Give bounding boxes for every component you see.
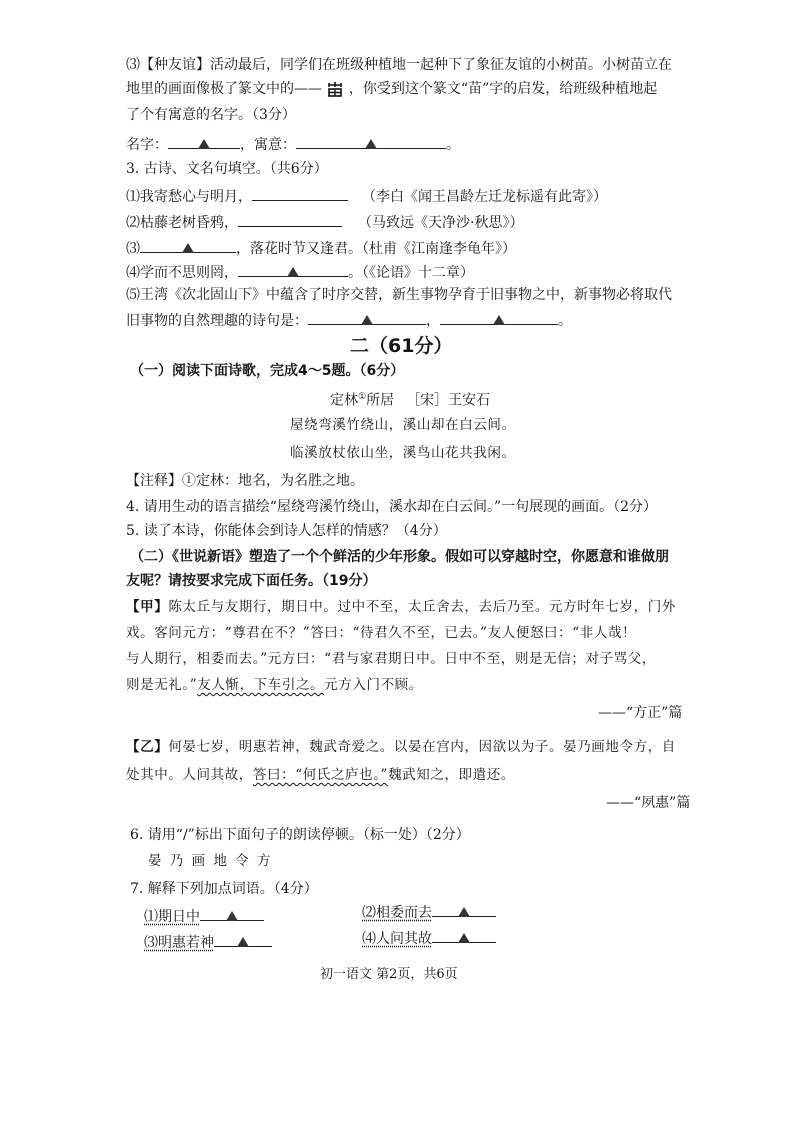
q7-item4-blank[interactable] — [432, 928, 496, 943]
triangle-marker-icon — [458, 933, 470, 943]
q7-item1-blank[interactable] — [200, 906, 264, 921]
triangle-marker-icon — [458, 907, 470, 917]
q3-title: 3. 古诗、文名句填空。（共6分） — [126, 161, 328, 177]
question-7-item2: ⑵相委而去 — [362, 902, 496, 922]
triangle-marker-icon — [365, 139, 377, 149]
q3-sub3-line1: ⑶【种友谊】活动最后，同学们在班级种植地一起种下了象征友谊的小树苗。小树苗立在 — [126, 57, 672, 73]
question-7-item4: ⑷人问其故 — [362, 928, 496, 948]
question-7: 7. 解释下列加点词语。（4分） — [130, 881, 318, 897]
q3-item4-blank[interactable] — [238, 262, 348, 277]
poem-note: 【注释】①定林：地名，为名胜之地。 — [126, 473, 364, 489]
triangle-marker-icon — [198, 139, 210, 149]
passage-jia-line1: 【甲】陈太丘与友期行，期日中。过中不至，太丘舍去，去后乃至。元方时年七岁，门外 — [126, 599, 676, 615]
triangle-marker-icon — [182, 243, 194, 253]
q3-item1-blank[interactable] — [252, 186, 348, 201]
q3-sub3-line3: 了个有寓意的名字。（3分） — [126, 107, 296, 123]
q3-item5-line1: ⑸王湾《次北固山下》中蕴含了时序交替，新生事物孕育于旧事物之中，新事物必将取代 — [126, 287, 672, 303]
q3-item5-blank-a[interactable] — [308, 310, 426, 325]
meaning-answer-blank[interactable] — [296, 134, 446, 149]
question-7-item3: ⑶明惠若神 — [144, 932, 272, 952]
q3-item2: ⑵枯藤老树昏鸦， （马致远《天净沙·秋思》） — [126, 212, 523, 232]
section-2-title: 二（61分） — [350, 335, 453, 357]
part1-heading: （一）阅读下面诗歌，完成4～5题。（6分） — [130, 363, 405, 379]
poem-verse-2: 临溪放杖依山坐，溪鸟山花共我闲。 — [290, 445, 516, 461]
seal-script-miao-icon — [326, 80, 344, 98]
question-7-item1: ⑴期日中 — [144, 906, 264, 926]
underlined-sentence: 友人惭，下车引之。 — [197, 677, 325, 693]
passage-jia-line2: 戏。客问元方：“尊君在不？”答曰：“待君久不至，已去。”友人便怒曰：“非人哉！ — [126, 625, 637, 641]
passage-yi-line1: 【乙】何晏七岁，明惠若神，魏武奇爱之。以晏在宫内，因欲以为子。晏乃画地令方，自 — [126, 739, 676, 755]
q7-item3-blank[interactable] — [214, 932, 272, 947]
q7-item2-blank[interactable] — [432, 902, 496, 917]
triangle-marker-icon — [493, 315, 505, 325]
q3-item5-blank-b[interactable] — [440, 310, 558, 325]
q3-item3-blank[interactable] — [140, 238, 236, 253]
q3-item4: ⑷学而不思则罔， 。（《论语》十二章） — [126, 262, 474, 282]
triangle-marker-icon — [237, 937, 249, 947]
triangle-marker-icon — [226, 911, 238, 921]
q3-sub3-answer-line: 名字： ，寓意： 。 — [126, 134, 460, 154]
underlined-sentence: 答曰：“何氏之庐也。” — [252, 767, 389, 783]
poem-verse-1: 屋绕弯溪竹绕山，溪山却在白云间。 — [290, 417, 516, 433]
page-footer: 初一语文 第2页，共6页 — [320, 967, 458, 982]
question-5: 5. 读了本诗，你能体会到诗人怎样的情感？（4分） — [126, 523, 447, 539]
triangle-marker-icon — [361, 315, 373, 325]
passage-yi-line2: 处其中。人问其故，答曰：“何氏之庐也。”魏武知之，即遣还。 — [126, 767, 515, 783]
question-6-sentence: 晏 乃 画 地 令 方 — [148, 853, 273, 869]
triangle-marker-icon — [287, 267, 299, 277]
q3-sub3-line2: 地里的画面像极了篆文中的—— ，你受到这个篆文“苗”字的启发，给班级种植地起 — [126, 81, 658, 97]
part2-intro-line2: 友呢？请按要求完成下面任务。（19分） — [126, 573, 377, 589]
name-answer-blank[interactable] — [168, 134, 240, 149]
q3-item3: ⑶ ，落花时节又逢君。（杜甫《江南逢李龟年》） — [126, 238, 516, 258]
q3-item5-line2: 旧事物的自然理趣的诗句是： ， 。 — [126, 310, 572, 330]
passage-jia-line3: 与人期行，相委而去。”元方曰：“君与家君期日中。日中不至，则是无信；对子骂父， — [126, 651, 656, 667]
passage-jia-line4: 则是无礼。”友人惭，下车引之。元方入门不顾。 — [126, 677, 423, 693]
passage-jia-source: ——“方正”篇 — [598, 705, 683, 721]
question-6: 6. 请用“/”标出下面句子的朗读停顿。（标一处）（2分） — [130, 827, 470, 843]
q3-item2-blank[interactable] — [238, 212, 342, 227]
passage-yi-source: ——“夙惠”篇 — [606, 795, 691, 811]
poem-title: 定林①所居 ［宋］王安石 — [330, 392, 491, 409]
part2-intro-line1: （二）《世说新语》塑造了一个个鲜活的少年形象。假如可以穿越时空，你愿意和谁做朋 — [130, 549, 669, 565]
q3-item1: ⑴我寄愁心与明月， （李白《闻王昌龄左迁龙标遥有此寄》） — [126, 186, 607, 206]
question-4: 4. 请用生动的语言描绘“屋绕弯溪竹绕山，溪水却在白云间。”一句展现的画面。（2分） — [126, 499, 658, 515]
